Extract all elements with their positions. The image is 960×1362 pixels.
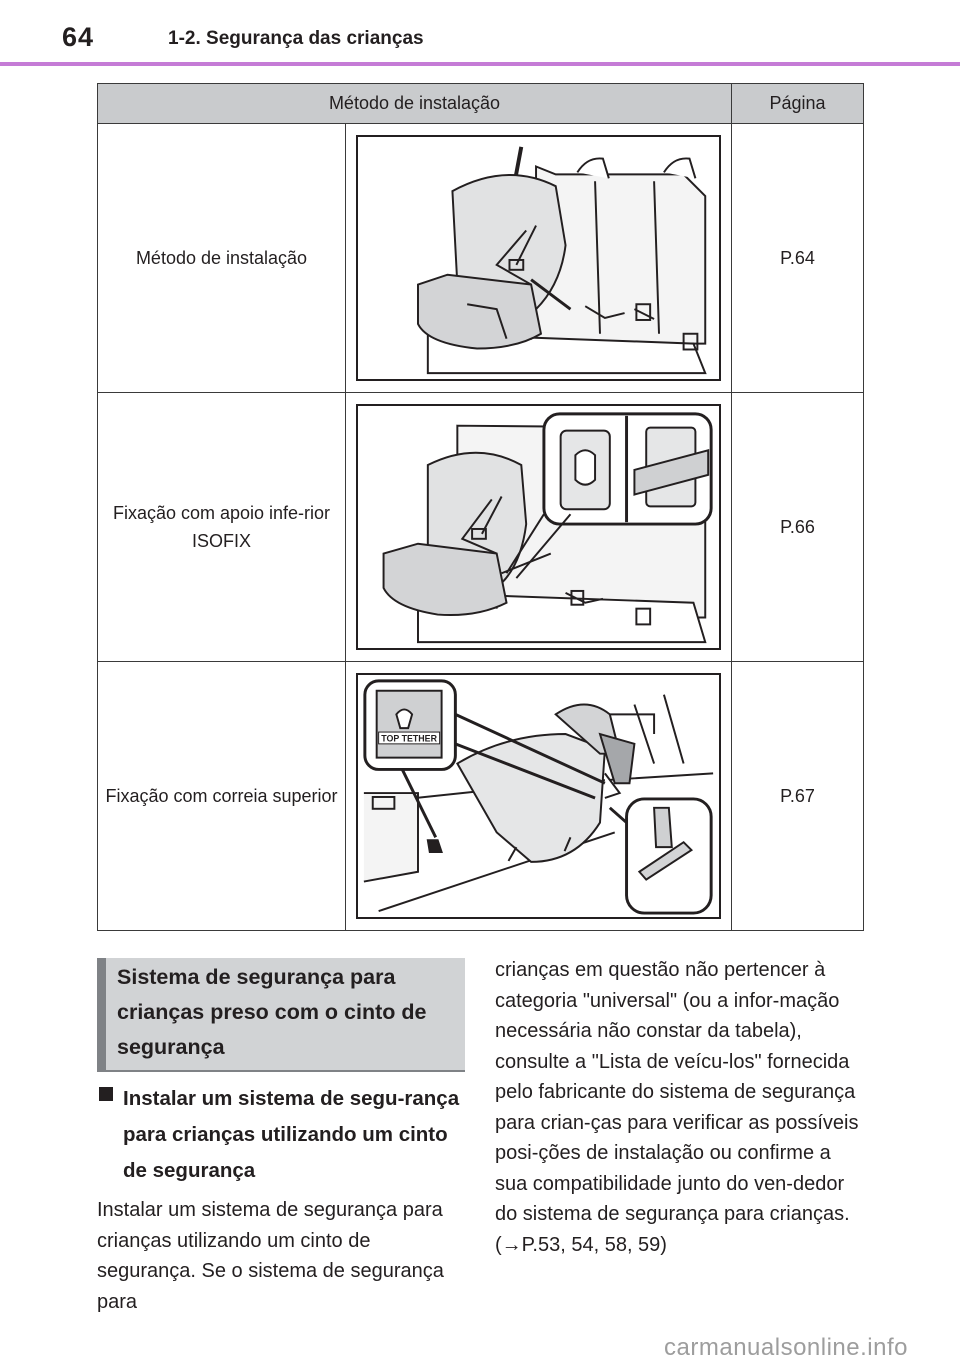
table-row bbox=[98, 124, 864, 393]
header-page: Página bbox=[732, 84, 864, 124]
isofix-install-illustration bbox=[356, 404, 721, 650]
top-tether-badge-text: TOP TETHER bbox=[381, 733, 437, 744]
row-label-top-tether: Fixação com correia superior bbox=[98, 662, 346, 931]
seatbelt-install-illustration bbox=[356, 135, 721, 381]
page-number: 64 bbox=[62, 22, 95, 52]
heading-accent-bar bbox=[97, 958, 106, 1070]
table-row bbox=[98, 393, 864, 662]
subheading: Instalar um sistema de segu-rança para crianças utilizando um cinto de segurança bbox=[123, 1087, 460, 1182]
installation-method-table bbox=[97, 83, 864, 931]
header-method: Método de instalação bbox=[98, 84, 732, 124]
row-page-seatbelt: P.64 bbox=[732, 124, 864, 393]
page-header bbox=[0, 0, 960, 66]
row-label-isofix: Fixação com apoio infe-rior ISOFIX bbox=[98, 393, 346, 662]
section-title: 1-2. Segurança das crianças bbox=[168, 28, 424, 49]
body-text-right: crianças em questão não pertencer à categoria "universal" (ou a infor-mação necessária não constar da tabela), consulte a "Lista de veícu-los" fornecida pelo fabricante do sistema de segurança para crian-ças para verificar as possíveis posi-ções de instalação ou confirme a sua compatibilidade junto do ven-dedor do sistema de segurança para crianças. (→P.53, 54, 58, 59) bbox=[495, 959, 859, 1256]
heading-underline bbox=[97, 1070, 465, 1072]
section-heading: Sistema de segurança para crianças preso com o cinto de segurança bbox=[117, 965, 427, 1059]
row-page-isofix: P.66 bbox=[732, 393, 864, 662]
row-label-seatbelt: Método de instalação bbox=[98, 124, 346, 393]
table-row bbox=[98, 662, 864, 931]
row-page-top-tether: P.67 bbox=[732, 662, 864, 931]
row-image-cell bbox=[346, 124, 732, 393]
top-tether-install-illustration bbox=[356, 673, 721, 919]
section-heading-box bbox=[97, 958, 465, 1070]
body-text-left: Instalar um sistema de segurança para crianças utilizando um cinto de segurança. Se o sistema de segurança para bbox=[97, 1199, 444, 1313]
table-header-row bbox=[98, 84, 864, 124]
row-image-cell bbox=[346, 393, 732, 662]
square-bullet-icon bbox=[99, 1087, 113, 1101]
row-image-cell bbox=[346, 662, 732, 931]
header-rule bbox=[0, 62, 960, 66]
watermark: carmanualsonline.info bbox=[664, 1334, 908, 1361]
